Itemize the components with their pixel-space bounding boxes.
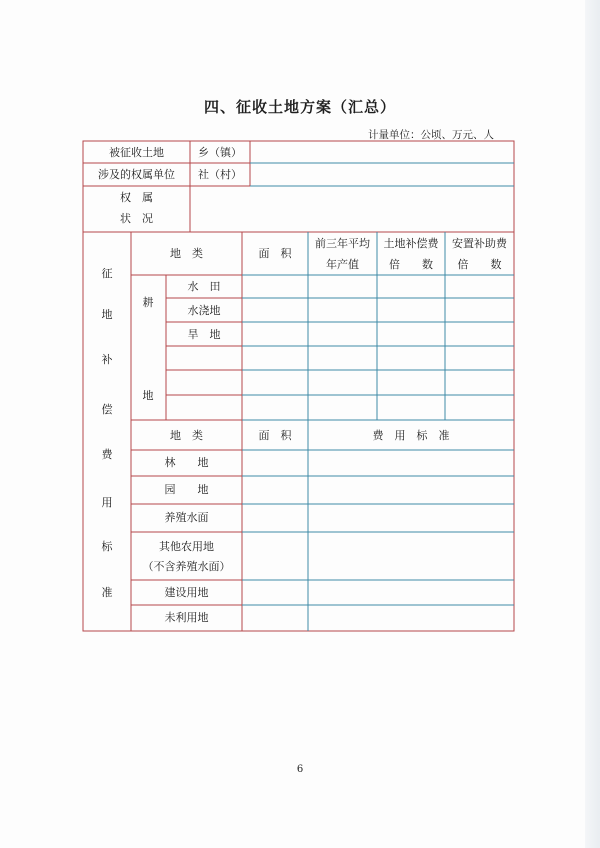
village-label: 社（村） — [198, 168, 242, 181]
section-char: 偿 — [101, 403, 113, 416]
row-aquaculture: 养殖水面 — [164, 511, 209, 524]
lower-land-type-header: 地 类 — [170, 429, 203, 442]
section-char: 地 — [101, 308, 113, 321]
blue-grid-lines — [242, 163, 514, 631]
expropriated-unit-label-2: 涉及的权属单位 — [98, 168, 175, 181]
section-char: 准 — [101, 586, 113, 599]
row-irrigated-land: 水浇地 — [187, 304, 221, 317]
lower-area-header: 面 积 — [258, 429, 292, 442]
cost-standard-header: 费 用 标 准 — [372, 429, 450, 442]
resettle-header-2: 倍 数 — [457, 258, 502, 271]
page-number: 6 — [296, 764, 304, 775]
avg-output-header-2: 年产值 — [326, 258, 359, 271]
section-char: 征 — [101, 267, 113, 280]
page-title: 四、征收土地方案（汇总） — [203, 98, 396, 116]
avg-output-header-1: 前三年平均 — [315, 237, 370, 250]
resettle-header-1: 安置补助费 — [452, 237, 507, 250]
section-char: 用 — [101, 496, 113, 509]
cultivated-char-1: 耕 — [142, 296, 154, 309]
unit-note: 计量单位：公顷、万元、人 — [368, 129, 494, 141]
ownership-label-1: 权 属 — [120, 191, 153, 204]
upper-land-type-header: 地 类 — [170, 247, 203, 260]
row-unused-land: 未利用地 — [164, 611, 209, 624]
section-char: 标 — [101, 540, 113, 553]
land-comp-header-2: 倍 数 — [389, 258, 433, 271]
section-char: 费 — [101, 448, 113, 461]
row-dry-land: 旱 地 — [187, 328, 221, 341]
row-forest-land: 林 地 — [164, 456, 209, 469]
row-other-agri-1: 其他农用地 — [159, 540, 214, 553]
row-construction-land: 建设用地 — [164, 586, 209, 599]
cultivated-char-2: 地 — [142, 389, 154, 402]
row-paddy-field: 水 田 — [187, 280, 221, 293]
ownership-label-2: 状 况 — [120, 212, 153, 225]
upper-area-header: 面 积 — [258, 247, 292, 260]
section-char: 补 — [101, 353, 113, 366]
township-label: 乡（镇） — [198, 146, 242, 159]
land-comp-header-1: 土地补偿费 — [383, 237, 439, 250]
row-other-agri-2: （不含养殖水面） — [142, 560, 231, 573]
expropriated-unit-label-1: 被征收土地 — [109, 146, 164, 159]
row-garden-land: 园 地 — [164, 483, 209, 496]
